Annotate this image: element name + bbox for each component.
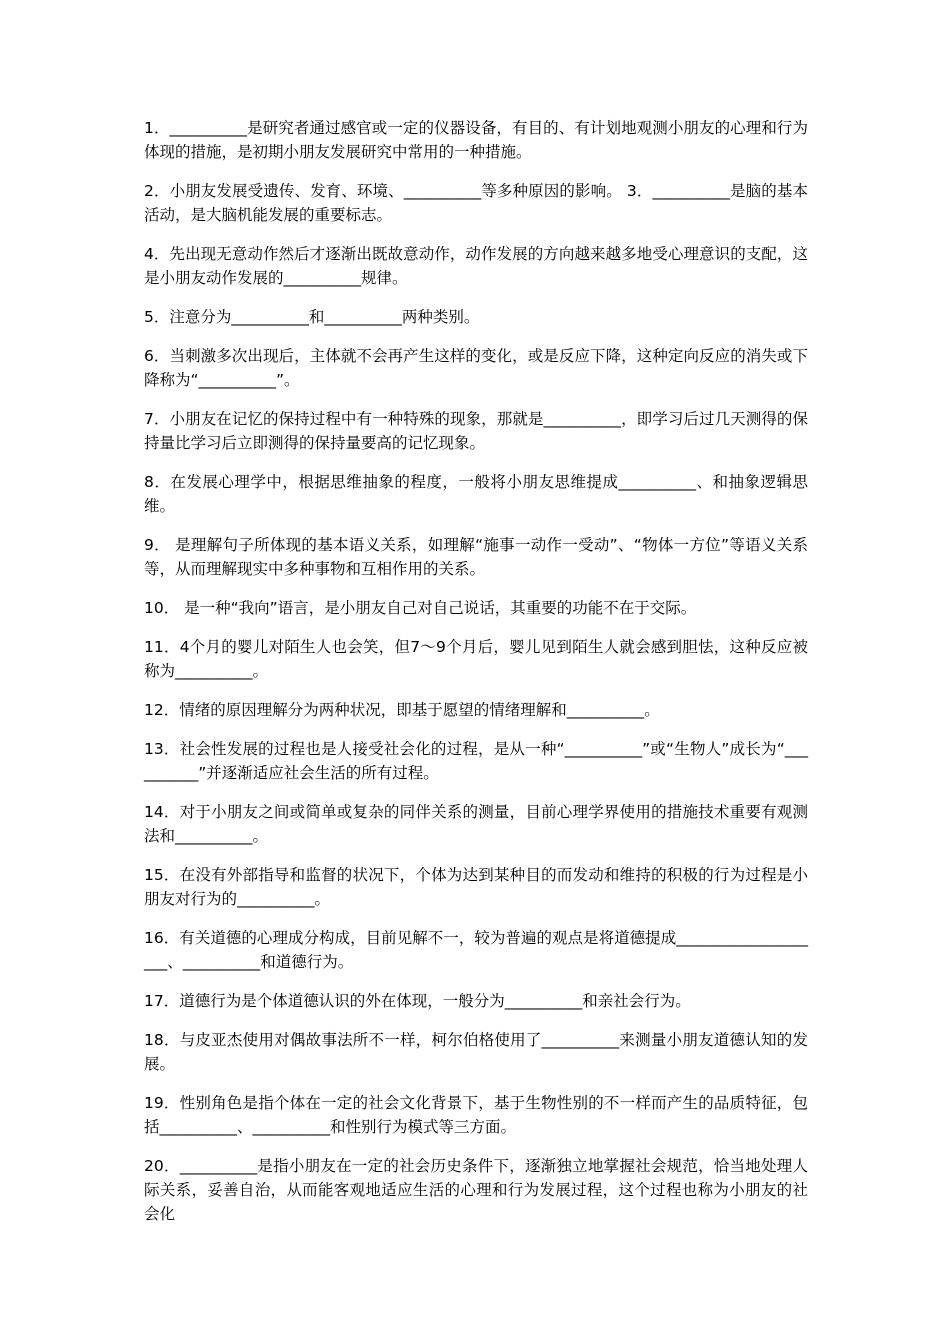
question-item: 19．性别角色是指个体在一定的社会文化背景下，基于生物性别的不一样而产生的品质特征，包括__________、__________和性别行为模式等三方面。 xyxy=(144,1094,808,1136)
question-item: 15．在没有外部指导和监督的状况下，个体为达到某种目的而发动和维持的积极的行为过程是小朋友对行为的__________。 xyxy=(144,866,808,908)
question-item: 9． 是理解句子所体现的基本语义关系，如理解“施事一动作一受动”、“物体一方位”等语义关系等，从而理解现实中多种事物和互相作用的关系。 xyxy=(144,536,808,578)
question-item: 13．社会性发展的过程也是人接受社会化的过程，是从一种“__________”或“生物人”成长为“__________”并逐渐适应社会生活的所有过程。 xyxy=(144,740,808,782)
question-item: 14．对于小朋友之间或简单或复杂的同伴关系的测量，目前心理学界使用的措施技术重要有观测法和__________。 xyxy=(144,803,808,845)
question-item: 11．4个月的婴儿对陌生人也会笑，但7～9个月后，婴儿见到陌生人就会感到胆怯，这种反应被称为__________。 xyxy=(144,638,808,680)
question-item: 1．__________是研究者通过感官或一定的仪器设备，有目的、有计划地观测小朋友的心理和行为体现的措施，是初期小朋友发展研究中常用的一种措施。 xyxy=(144,119,808,161)
question-item: 4．先出现无意动作然后才逐渐出既故意动作，动作发展的方向越来越多地受心理意识的支配，这是小朋友动作发展的__________规律。 xyxy=(144,245,808,287)
question-item: 8．在发展心理学中，根据思维抽象的程度，一般将小朋友思维提成__________、和抽象逻辑思维。 xyxy=(144,473,808,515)
question-item: 7．小朋友在记忆的保持过程中有一种特殊的现象，那就是__________，即学习后过几天测得的保持量比学习后立即测得的保持量要高的记忆现象。 xyxy=(144,410,808,452)
question-item: 2．小朋友发展受遗传、发育、环境、__________等多种原因的影响。 3．__________是脑的基本活动，是大脑机能发展的重要标志。 xyxy=(144,182,808,224)
question-item: 5．注意分为__________和__________两种类别。 xyxy=(144,308,480,326)
question-item: 6．当刺激多次出现后，主体就不会再产生这样的变化，或是反应下降，这种定向反应的消失或下降称为“__________”。 xyxy=(144,347,808,389)
question-item: 10． 是一种“我向”语言，是小朋友自己对自己说话，其重要的功能不在于交际。 xyxy=(144,599,697,617)
question-item: 12．情绪的原因理解分为两种状况，即基于愿望的情绪理解和__________。 xyxy=(144,701,660,719)
question-item: 17．道德行为是个体道德认识的外在体现，一般分为__________和亲社会行为。 xyxy=(144,992,691,1010)
question-item: 16．有关道德的心理成分构成，目前见解不一，较为普遍的观点是将道德提成____________________、__________和道德行为。 xyxy=(144,929,808,971)
document-page xyxy=(144,116,808,1241)
question-item: 18．与皮亚杰使用对偶故事法所不一样，柯尔伯格使用了__________来测量小朋友道德认知的发展。 xyxy=(144,1031,808,1073)
question-item: 20．__________是指小朋友在一定的社会历史条件下，逐渐独立地掌握社会规范，恰当地处理人际关系，妥善自治，从而能客观地适应生活的心理和行为发展过程，这个过程也称为小朋友的社会化 xyxy=(144,1157,808,1223)
